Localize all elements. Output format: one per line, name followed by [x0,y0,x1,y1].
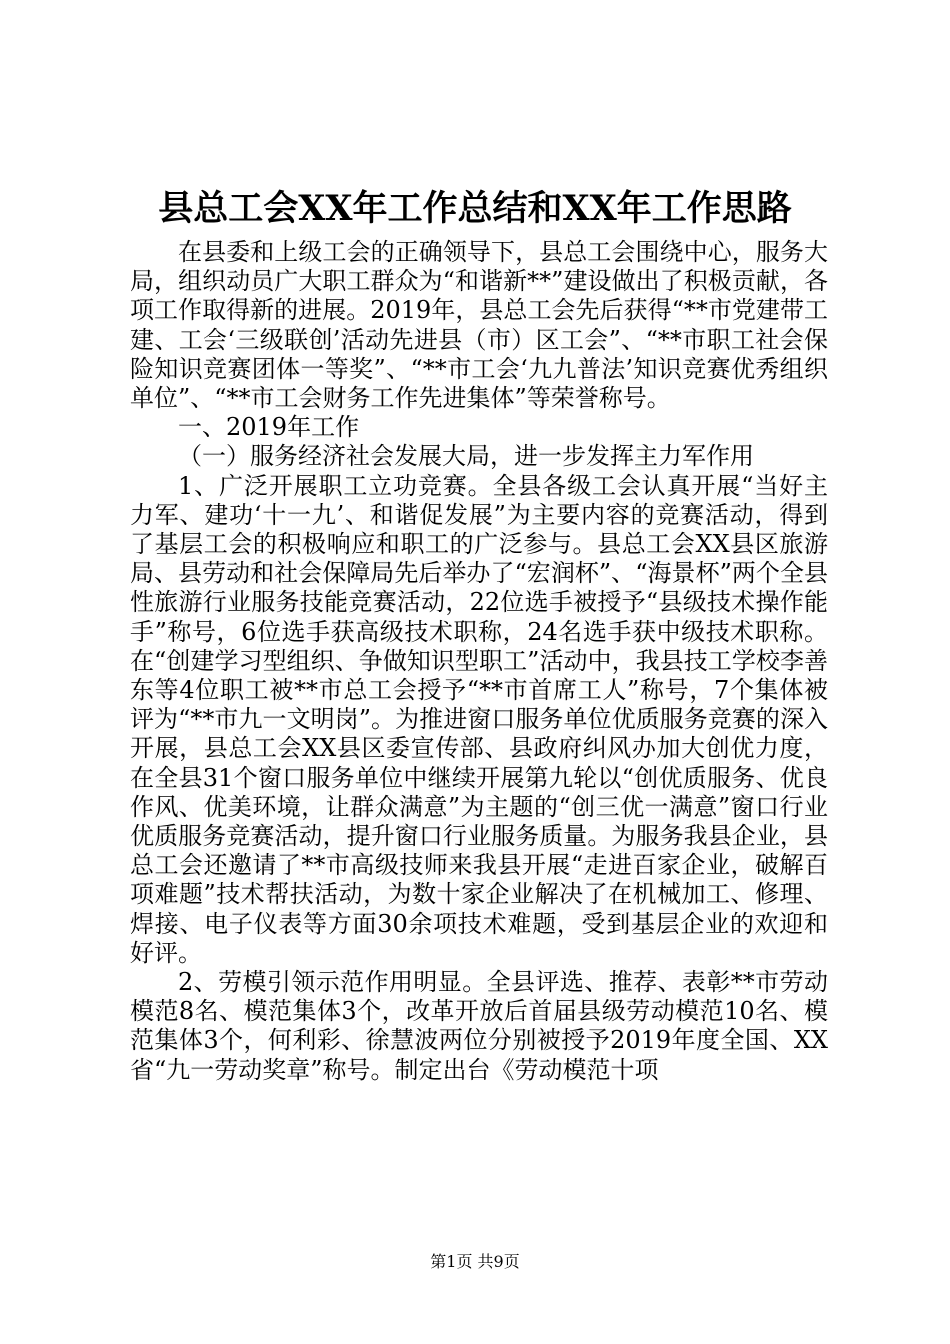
body-paragraph-competition: 1、广泛开展职工立功竞赛。全县各级工会认真开展“当好主力军、建功‘十一九’、和谐促发展”为主要内容的竞赛活动，得到了基层工会的积极响应和职工的广泛参与。县总工会XX县区旅游局、县劳动和社会保障局先后举办了“宏润杯”、“海景杯”两个全县性旅游行业服务技能竞赛活动，22位选手被授予“县级技术操作能手”称号，6位选手获高级技术职称，24名选手获中级技术职称。在“创建学习型组织、争做知识型职工”活动中，我县技工学校李善东等4位职工被**市总工会授予“**市首席工人”称号，7个集体被评为“**市九一文明岗”。为推进窗口服务单位优质服务竞赛的深入开展，县总工会XX县区委宣传部、县政府纠风办加大创优力度，在全县31个窗口服务单位中继续开展第九轮以“创优质服务、优良作风、优美环境，让群众满意”为主题的“创三优一满意”窗口行业优质服务竞赛活动，提升窗口行业服务质量。为服务我县企业，县总工会还邀请了**市高级技师来我县开展“走进百家企业，破解百项难题”技术帮扶活动，为数十家企业解决了在机械加工、修理、焊接、电子仪表等方面30余项技术难题，受到基层企业的欢迎和好评。 [130,471,828,967]
intro-paragraph: 在县委和上级工会的正确领导下，县总工会围绕中心，服务大局，组织动员广大职工群众为“和谐新**”建设做出了积极贡献，各项工作取得新的进展。2019年，县总工会先后获得“**市党建带工建、工会‘三级联创’活动先进县（市）区工会”、“**市职工社会保险知识竞赛团体一等奖”、“**市工会‘九九普法’知识竞赛优秀组织单位”、“**市工会财务工作先进集体”等荣誉称号。 [130,238,828,413]
document-body [130,238,828,1085]
document-title: 县总工会XX年工作总结和XX年工作思路 [158,188,792,229]
body-paragraph-model-workers: 2、劳模引领示范作用明显。全县评选、推荐、表彰**市劳动模范8名、模范集体3个，改革开放后首届县级劳动模范10名、模范集体3个，何利彩、徐慧波两位分别被授予2019年度全国、XX省“九一劳动奖章”称号。制定出台《劳动模范十项 [130,968,828,1084]
section-heading: 一、2019年工作 [178,413,360,442]
page-number-footer: 第1页 共9页 [430,1252,520,1271]
subsection-heading: （一）服务经济社会发展大局，进一步发挥主力军作用 [178,442,754,471]
